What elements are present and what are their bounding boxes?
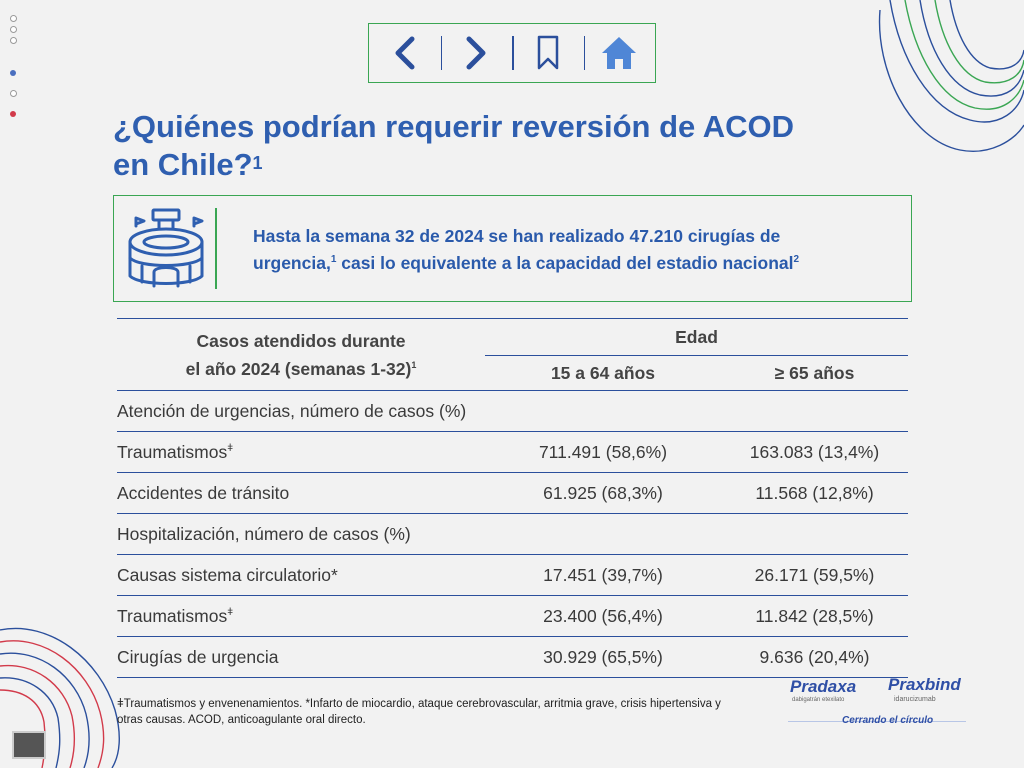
decorative-swirl-top-right (870, 0, 1024, 160)
title-reference: 1 (252, 153, 263, 173)
pradaxa-subtitle: dabigatrán etexilato (792, 697, 845, 703)
chevron-right-icon (463, 36, 489, 70)
home-icon (600, 35, 638, 71)
bookmark-button[interactable] (512, 24, 584, 82)
forward-button[interactable] (441, 24, 513, 82)
callout-divider (215, 208, 217, 289)
table-row: Causas sistema circulatorio* 17.451 (39,7%) 26.171 (59,5%) (117, 555, 908, 596)
table-header-65-plus: ≥ 65 años (721, 356, 908, 391)
table-header-cases: Casos atendidos durante el año 2024 (semanas 1-32)$^1$ (117, 319, 485, 391)
back-button[interactable] (369, 24, 441, 82)
section-title: Hospitalización, número de casos (%) (117, 514, 908, 555)
info-callout (113, 195, 912, 302)
cases-table (117, 318, 908, 678)
title-line-1: ¿Quiénes podrían requerir reversión de ACOD (113, 109, 795, 144)
section-title: Atención de urgencias, número de casos (%) (117, 391, 908, 432)
table-header-15-64: 15 a 64 años (485, 356, 721, 391)
side-dots (7, 15, 19, 121)
table-header-age: Edad (485, 319, 908, 356)
callout-text: Hasta la semana 32 de 2024 se han realizado 47.210 cirugías de urgencia,$^1$ casi lo equivalente a la capacidad del estadio nacional$^2$ (253, 226, 800, 273)
footnote: ǂTraumatismos y envenenamientos. *Infarto de miocardio, ataque cerebrovascular, arritmia grave, crisis hipertensiva y otras causas. ACOD, anticoagulante oral directo. (117, 698, 721, 726)
title-line-2: en Chile? (113, 147, 253, 182)
navigation-bar (368, 23, 656, 83)
pradaxa-logo: Pradaxa (790, 677, 857, 696)
page-title (113, 108, 794, 184)
table-row: Traumatismos$^ǂ$ 23.400 (56,4%) 11.842 (28,5%) (117, 596, 908, 637)
bookmark-icon (536, 35, 560, 71)
table-row: Cirugías de urgencia 30.929 (65,5%) 9.636 (20,4%) (117, 637, 908, 678)
table-row: Traumatismos$^ǂ$ 711.491 (58,6%) 163.083 (13,4%) (117, 432, 908, 473)
praxbind-logo: Praxbind (888, 675, 961, 694)
slide-thumbnail-button[interactable] (12, 731, 46, 759)
table-row: Accidentes de tránsito 61.925 (68,3%) 11.568 (12,8%) (117, 473, 908, 514)
stadium-icon (126, 206, 206, 292)
praxbind-subtitle: idarucizumab (894, 696, 936, 703)
brand-logos (788, 675, 968, 731)
chevron-left-icon (392, 36, 418, 70)
brand-tagline: Cerrando el círculo (842, 715, 934, 726)
home-button[interactable] (584, 24, 656, 82)
